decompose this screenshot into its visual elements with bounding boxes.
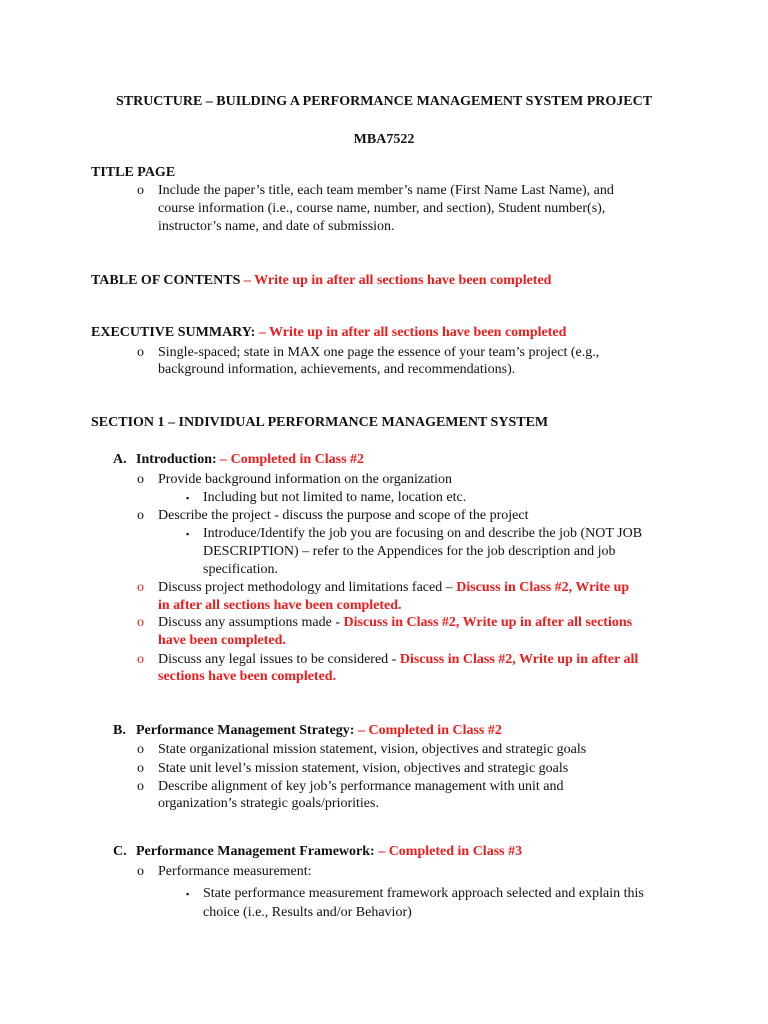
- executive-summary-heading: [91, 324, 566, 342]
- toc-heading: [91, 272, 551, 290]
- subsection-b-heading: [113, 722, 502, 740]
- a-item-2-sub-line-1: Introduce/Identify the job you are focusing on and describe the job (NOT JOB: [203, 526, 643, 541]
- hollow-bullet-icon: o: [137, 761, 144, 776]
- subsection-c-title: Performance Management Framework:: [136, 844, 379, 859]
- toc-heading-label: TABLE OF CONTENTS: [91, 273, 244, 288]
- hollow-bullet-icon: o: [137, 580, 144, 595]
- title-page-item-line-1: Include the paper’s title, each team member’s name (First Name Last Name), and: [158, 183, 614, 198]
- hollow-bullet-icon: o: [137, 183, 144, 198]
- subsection-b-title: Performance Management Strategy:: [136, 723, 358, 738]
- a-item-3-line-1: [158, 579, 629, 597]
- hollow-bullet-icon: o: [137, 345, 144, 360]
- a-item-5-line-1: [158, 651, 638, 669]
- square-bullet-icon: ▪: [186, 529, 190, 539]
- c-item-1: Performance measurement:: [158, 864, 312, 879]
- subsection-c-letter: C.: [113, 844, 127, 859]
- subsection-c-heading: [113, 843, 522, 861]
- a-item-5-note: Discuss in Class #2, Write up in after all: [399, 652, 639, 667]
- b-item-3-line-2: organization’s strategic goals/priorities.: [158, 796, 379, 811]
- a-item-5-note-line-2: sections have been completed.: [158, 669, 337, 684]
- hollow-bullet-icon: o: [137, 508, 144, 523]
- document-title: STRUCTURE – BUILDING A PERFORMANCE MANAGEMENT SYSTEM PROJECT: [115, 94, 653, 109]
- subsection-b-letter: B.: [113, 723, 126, 738]
- a-item-4-note-line-2: have been completed.: [158, 633, 286, 648]
- hollow-bullet-icon: o: [137, 472, 144, 487]
- a-item-2: Describe the project - discuss the purpose and scope of the project: [158, 508, 529, 523]
- c-item-1-sub-line-1: State performance measurement framework approach selected and explain this: [203, 886, 644, 901]
- title-page-item-line-2: course information (i.e., course name, number, and section), Student number(s),: [158, 201, 606, 216]
- executive-summary-note: – Write up in after all sections have been completed: [258, 325, 567, 340]
- course-code: MBA7522: [353, 132, 415, 147]
- a-item-4-line-1: [158, 614, 632, 632]
- hollow-bullet-icon: o: [137, 652, 144, 667]
- a-item-3-text: Discuss project methodology and limitations faced –: [158, 580, 457, 595]
- subsection-a-note: – Completed in Class #2: [220, 452, 365, 467]
- executive-summary-item-line-1: Single-spaced; state in MAX one page the essence of your team’s project (e.g.,: [158, 345, 600, 360]
- a-item-3-note: Discuss in Class #2, Write up: [456, 580, 630, 595]
- hollow-bullet-icon: o: [137, 779, 144, 794]
- b-item-1: State organizational mission statement, vision, objectives and strategic goals: [158, 742, 587, 757]
- subsection-a-heading: [113, 451, 364, 469]
- a-item-4-note: Discuss in Class #2, Write up in after all sections: [343, 615, 633, 630]
- subsection-b-note: – Completed in Class #2: [357, 723, 502, 738]
- toc-note: – Write up in after all sections have been completed: [243, 273, 552, 288]
- subsection-a-title: Introduction:: [136, 452, 221, 467]
- a-item-1-sub: Including but not limited to name, location etc.: [203, 490, 467, 505]
- a-item-3-note-line-2: in after all sections have been completed.: [158, 598, 402, 613]
- square-bullet-icon: ▪: [186, 493, 190, 503]
- a-item-4-text: Discuss any assumptions made -: [158, 615, 344, 630]
- subsection-a-letter: A.: [113, 452, 127, 467]
- a-item-2-sub-line-2: DESCRIPTION) – refer to the Appendices for the job description and job: [203, 544, 616, 559]
- a-item-1: Provide background information on the organization: [158, 472, 453, 487]
- a-item-2-sub-line-3: specification.: [203, 562, 279, 577]
- hollow-bullet-icon: o: [137, 742, 144, 757]
- b-item-3-line-1: Describe alignment of key job’s performance management with unit and: [158, 779, 564, 794]
- square-bullet-icon: ▪: [186, 889, 190, 899]
- c-item-1-sub-line-2: choice (i.e., Results and/or Behavior): [203, 905, 412, 920]
- section-1-heading: SECTION 1 – INDIVIDUAL PERFORMANCE MANAGEMENT SYSTEM: [91, 415, 549, 430]
- a-item-5-text: Discuss any legal issues to be considered -: [158, 652, 400, 667]
- hollow-bullet-icon: o: [137, 864, 144, 879]
- executive-summary-label: EXECUTIVE SUMMARY:: [91, 325, 259, 340]
- hollow-bullet-icon: o: [137, 615, 144, 630]
- executive-summary-item-line-2: background information, achievements, and recommendations).: [158, 362, 516, 377]
- title-page-heading: TITLE PAGE: [91, 165, 176, 180]
- title-page-item-line-3: instructor’s name, and date of submission.: [158, 219, 395, 234]
- subsection-c-note: – Completed in Class #3: [378, 844, 523, 859]
- b-item-2: State unit level’s mission statement, vision, objectives and strategic goals: [158, 761, 569, 776]
